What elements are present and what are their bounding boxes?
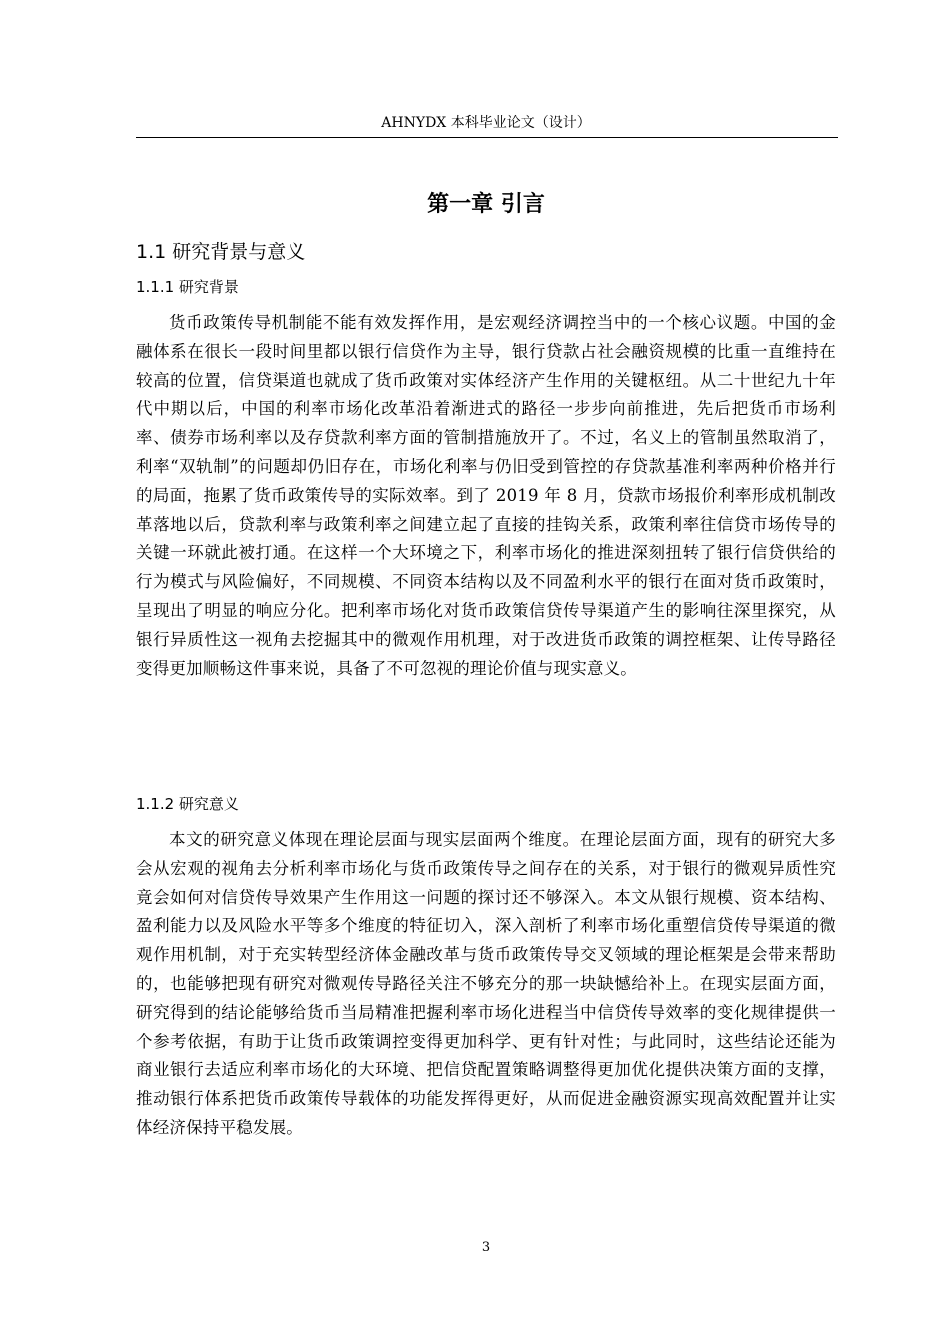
- chapter-title: 第一章 引言: [427, 192, 545, 217]
- paragraph-research-significance: 本文的研究意义体现在理论层面与现实层面两个维度。在理论层面方面，现有的研究大多会从宏观的视角去分析利率市场化与货币政策传导之间存在的关系，对于银行的微观异质性究竟会如何对信贷传导效果产生作用这一问题的探讨还不够深入。本文从银行规模、资本结构、盈利能力以及风险水平等多个维度的特征切入，深入剖析了利率市场化重塑信贷传导渠道的微观作用机制，对于充实转型经济体金融改革与货币政策传导交叉领域的理论框架是会带来帮助的，也能够把现有研究对微观传导路径关注不够充分的那一块缺憾给补上。在现实层面方面，研究得到的结论能够给货币当局精准把握利率市场化进程当中信贷传导效率的变化规律提供一个参考依据，有助于让货币政策调控变得更加科学、更有针对性；与此同时，这些结论还能为商业银行去适应利率市场化的大环境、把信贷配置策略调整得更加优化提供决策方面的支撑，推动银行体系把货币政策传导载体的功能发挥得更好，从而促进金融资源实现高效配置并让实体经济保持平稳发展。: [136, 830, 836, 1137]
- running-header: AHNYDX 本科毕业论文（设计）: [381, 115, 591, 131]
- header-rule: [136, 137, 838, 138]
- section-heading-1-1: 1.1 研究背景与意义: [136, 241, 306, 263]
- subsection-heading-1-1-1: 1.1.1 研究背景: [136, 278, 239, 296]
- paragraph-research-background: 货币政策传导机制能不能有效发挥作用，是宏观经济调控当中的一个核心议题。中国的金融体系在很长一段时间里都以银行信贷作为主导，银行贷款占社会融资规模的比重一直维持在较高的位置，信贷渠道也就成了货币政策对实体经济产生作用的关键枢纽。从二十世纪九十年代中期以后，中国的利率市场化改革沿着渐进式的路径一步步向前推进，先后把货币市场利率、债券市场利率以及存贷款利率方面的管制措施放开了。不过，名义上的管制虽然取消了，利率“双轨制”的问题却仍旧存在，市场化利率与仍旧受到管控的存贷款基准利率两种价格并行的局面，拖累了货币政策传导的实际效率。到了 2019 年 8 月，贷款市场报价利率形成机制改革落地以后，贷款利率与政策利率之间建立起了直接的挂钩关系，政策利率往信贷市场传导的关键一环就此被打通。在这样一个大环境之下，利率市场化的推进深刻扭转了银行信贷供给的行为模式与风险偏好，不同规模、不同资本结构以及不同盈利水平的银行在面对货币政策时，呈现出了明显的响应分化。把利率市场化对货币政策信贷传导渠道产生的影响往深里探究，从银行异质性这一视角去挖掘其中的微观作用机理，对于改进货币政策的调控框架、让传导路径变得更加顺畅这件事来说，具备了不可忽视的理论价值与现实意义。: [136, 313, 836, 678]
- subsection-heading-1-1-2: 1.1.2 研究意义: [136, 795, 239, 813]
- page-number: 3: [481, 1240, 491, 1255]
